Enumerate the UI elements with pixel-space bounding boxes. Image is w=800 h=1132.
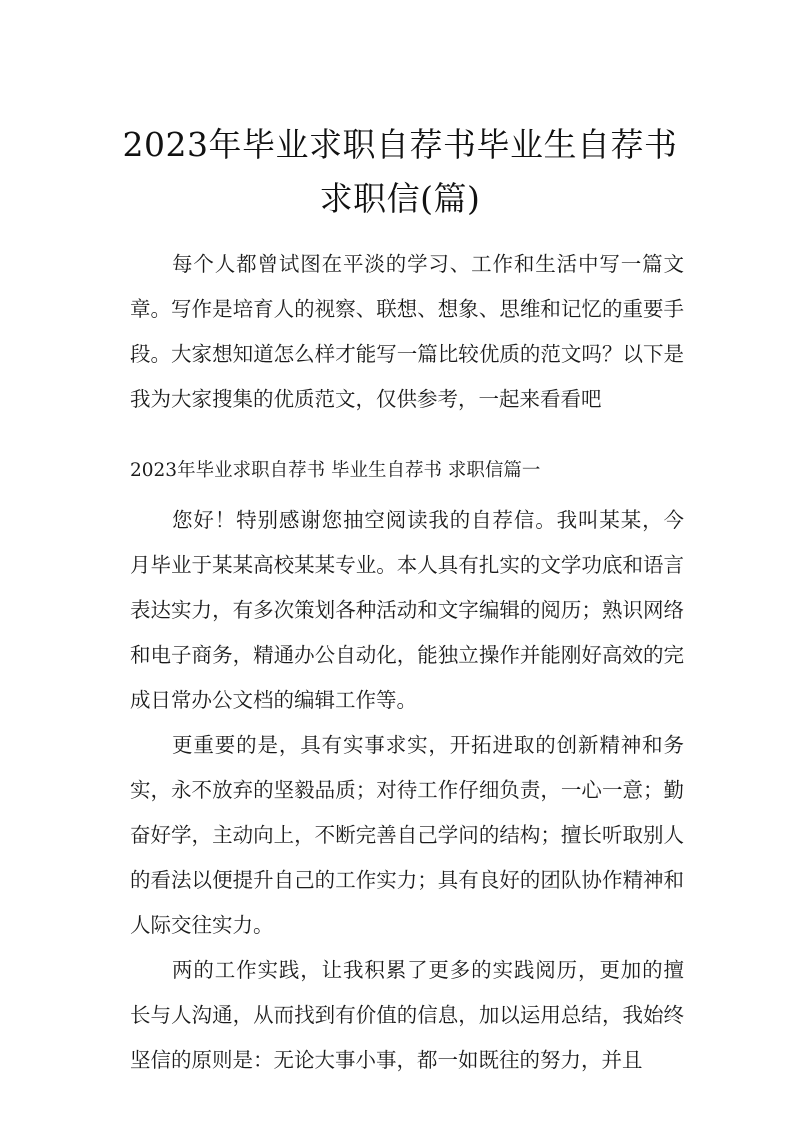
body-paragraph-3: 两的工作实践，让我积累了更多的实践阅历，更加的擅长与人沟通，从而找到有价值的信息，加以运用总结，我始终坚信的原则是：无论大事小事，都一如既往的努力，并且 <box>130 958 684 1072</box>
letter-body <box>130 498 684 1083</box>
section-heading: 2023年毕业求职自荐书 毕业生自荐书 求职信篇一 <box>130 460 541 481</box>
intro-paragraph: 每个人都曾试图在平淡的学习、工作和生活中写一篇文章。写作是培育人的视察、联想、想象、思维和记忆的重要手段。大家想知道怎么样才能写一篇比较优质的范文吗？以下是我为大家搜集的优质范文，仅供参考，一起来看看吧 <box>130 252 684 411</box>
body-paragraph-2: 更重要的是，具有实事求实，开拓进取的创新精神和务实，永不放弃的坚毅品质；对待工作仔细负责，一心一意；勤奋好学，主动向上，不断完善自己学问的结构；擅长听取别人的看法以便提升自己的工作实力；具有良好的团队协作精神和人际交往实力。 <box>130 733 684 937</box>
document-title: 2023年毕业求职自荐书毕业生自荐书求职信(篇) <box>122 125 678 218</box>
body-paragraph-1: 您好！特别感谢您抽空阅读我的自荐信。我叫某某，今月毕业于某某高校某某专业。本人具有扎实的文学功底和语言表达实力，有多次策划各种活动和文字编辑的阅历；熟识网络和电子商务，精通办公自动化，能独立操作并能刚好高效的完成日常办公文档的编辑工作等。 <box>130 508 684 712</box>
